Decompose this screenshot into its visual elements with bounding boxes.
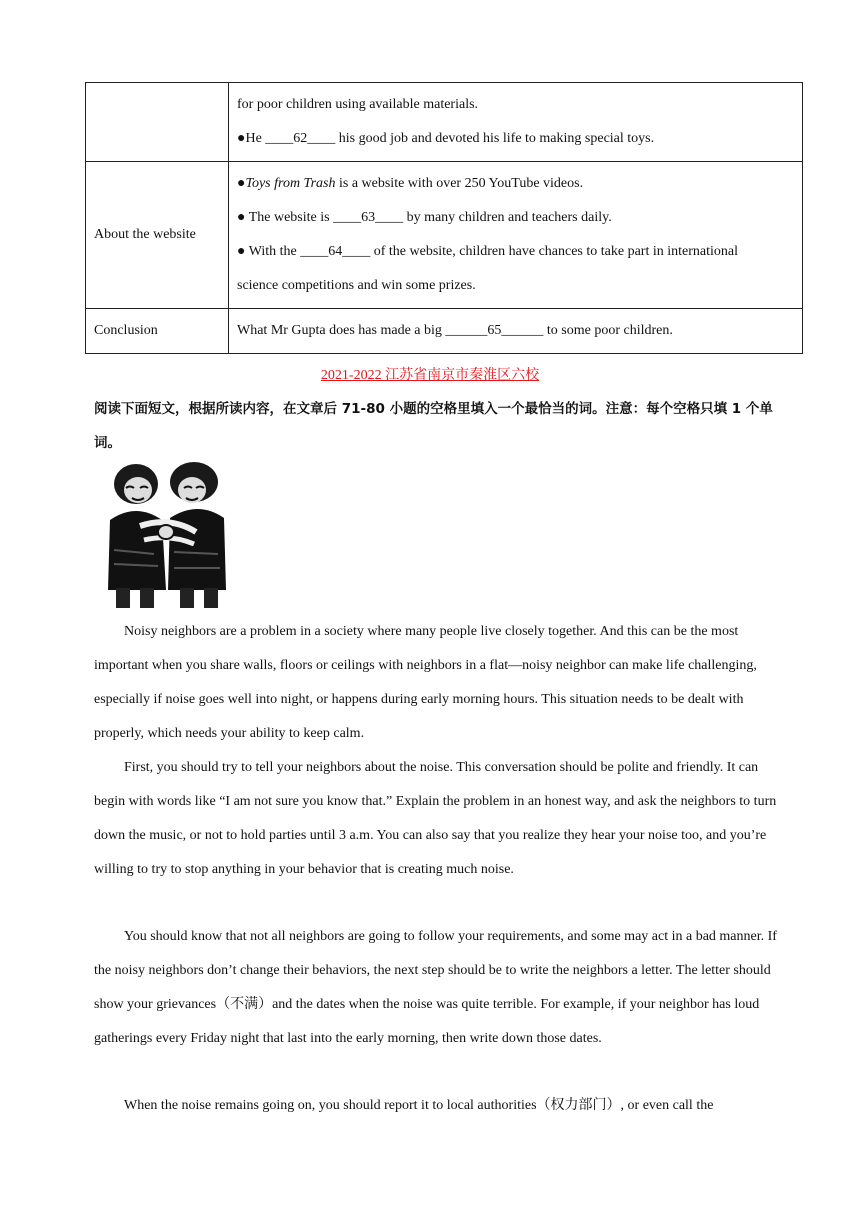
table-row [86, 83, 803, 162]
source-heading: 2021-2022 江苏省南京市秦淮区六校 [320, 368, 540, 383]
website-name: Toys from Trash [245, 176, 336, 191]
table-line [237, 167, 794, 201]
instruction-text: 阅读下面短文，根据所读内容，在文章后 71-80 小题的空格里填入一个最恰当的词。注意：每个空格只填 1 个单词。 [94, 401, 773, 451]
table-row-content [229, 162, 803, 309]
table-line: What Mr Gupta does has made a big ______65______ to some poor children. [237, 323, 673, 338]
two-children-hugging-sketch-icon [100, 460, 236, 617]
bullet: ● [237, 176, 246, 191]
table-line: ● With the ____64____ of the website, children have chances to take part in international [237, 244, 738, 259]
paragraph: First, you should try to tell your neighbors about the noise. This conversation should be polite and friendly. It can begin with words like “I am not sure you know that.” Explain the problem in an honest way, and ask the neighbors to turn down the music, or not to hold parties until 3 a.m. You can also say that you realize they hear your noise too, and you’re willing to try to stop anything in your behavior that is creating much noise. [94, 760, 777, 877]
table-row [86, 309, 803, 354]
table-row [86, 162, 803, 309]
table-row-label [86, 83, 229, 162]
paragraph: You should know that not all neighbors are going to follow your requirements, and some may act in a bad manner. If the noisy neighbors don’t change their behaviors, the next step should be to write the neighbors a letter. The letter should show your grievances（不满）and the dates when the noise was quite terrible. For example, if your neighbor has loud gatherings every Friday night that last into the early morning, then write down those dates. [94, 929, 777, 1046]
table-row-label: Conclusion [86, 309, 229, 354]
table-row-content [229, 309, 803, 354]
table-row-content [229, 83, 803, 162]
paragraph: When the noise remains going on, you should report it to local authorities（权力部门）, or even call the [124, 1098, 714, 1113]
table-line: for poor children using available materials. [237, 97, 479, 112]
table-line: science competitions and win some prizes. [237, 278, 476, 293]
table-line: ● The website is ____63____ by many children and teachers daily. [237, 210, 612, 225]
table-line-rest: is a website with over 250 YouTube videos. [335, 176, 584, 191]
summary-table [85, 82, 803, 354]
paragraph: Noisy neighbors are a problem in a society where many people live closely together. And this can be the most important when you share walls, floors or ceilings with neighbors in a flat—noisy neighbor can make life challenging, especially if noise goes well into night, or happens during early morning hours. This situation needs to be dealt with properly, which needs your ability to keep calm. [94, 624, 757, 741]
table-line: ●He ____62____ his good job and devoted his life to making special toys. [237, 131, 655, 146]
table-row-label: About the website [86, 162, 229, 309]
